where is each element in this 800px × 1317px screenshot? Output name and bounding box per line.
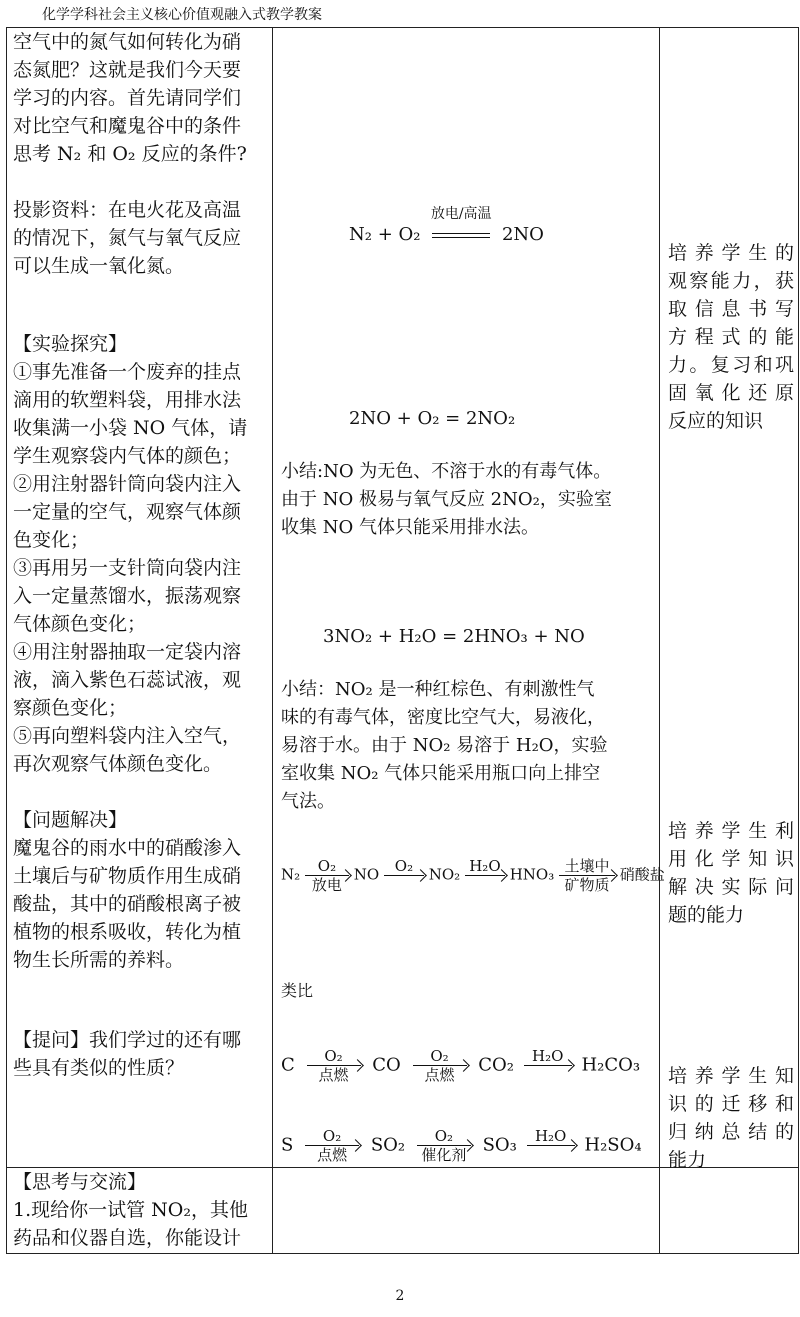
arrow: O₂: [384, 858, 424, 893]
page-header: 化学学科社会主义核心价值观融入式教学教案: [42, 7, 322, 23]
lesson-table: [6, 27, 799, 1254]
arrow: O₂ 点燃: [307, 1048, 361, 1083]
line: 收集满一小袋 NO 气体，请: [13, 417, 248, 439]
line: 对比空气和魔鬼谷中的条件: [13, 115, 242, 137]
line: 学生观察袋内气体的颜色；: [13, 445, 242, 467]
activity-column-2: [7, 1168, 273, 1254]
line: 魔鬼谷的雨水中的硝酸渗入: [13, 837, 242, 859]
goal-transfer: 培养学生知 识的迁移和 归纳总结的 能力: [668, 1065, 794, 1171]
line: 酸盐，其中的硝酸根离子被: [13, 893, 242, 915]
line: 空气中的氮气如何转化为硝: [13, 31, 242, 53]
goal-observation: 培养学生的 观察能力，获 取信息书写 方程式的能 力。复习和巩 固氧化还原 反应的知识: [668, 242, 794, 432]
equals-sign: [432, 233, 490, 238]
section-title: 【思考与交流】: [13, 1171, 147, 1193]
goal-column: [660, 28, 799, 1171]
arrow: 土壤中 矿物质: [559, 858, 615, 893]
line: 液，滴入紫色石蕊试液，观: [13, 669, 242, 691]
activity-column: [7, 28, 273, 1168]
line: 一定量的空气，观察气体颜: [13, 501, 242, 523]
activity-text: [7, 28, 272, 1082]
line: 些具有类似的性质？: [13, 1057, 185, 1079]
line: ④用注射器抽取一定袋内溶: [13, 641, 242, 663]
line: 投影资料：在电火花及高温: [13, 199, 242, 221]
section-title: 【问题解决】: [13, 809, 128, 831]
line: 物生长所需的养料。: [13, 949, 185, 971]
analogy-label: 类比: [281, 981, 314, 1000]
line: 【提问】我们学过的还有哪: [13, 1029, 242, 1051]
line: 思考 N₂ 和 O₂ 反应的条件?: [13, 143, 247, 165]
section-title: 【实验探究】: [13, 333, 128, 355]
equation-no-o2: 2NO + O₂ = 2NO₂: [349, 408, 516, 429]
line: ③再用另一支针筒向袋内注: [13, 557, 242, 579]
line: 再次观察气体颜色变化。: [13, 753, 223, 775]
sulfur-chain: S O₂ 点燃 SO₂ O₂ 催化剂 SO₃ H₂O H₂SO₄: [281, 1127, 642, 1164]
line: 滴用的软塑料袋，用排水法: [13, 389, 242, 411]
line: 学习的内容。首先请同学们: [13, 87, 242, 109]
page-number: 2: [395, 1288, 405, 1304]
content-column-2: [273, 1168, 660, 1254]
line: ①事先准备一个废弃的挂点: [13, 361, 242, 383]
line: 色变化；: [13, 529, 90, 551]
line: 1.现给你一试管 NO₂，其他: [13, 1199, 248, 1221]
goal-problem-solving: 培养学生利 用化学知识 解决实际问 题的能力: [668, 820, 794, 926]
arrow: O₂ 放电: [305, 858, 349, 893]
line: ⑤再向塑料袋内注入空气，: [13, 725, 242, 747]
line: 药品和仪器自选，你能设计: [13, 1227, 242, 1249]
line: 入一定量蒸馏水，振荡观察: [13, 585, 242, 607]
arrow: O₂ 点燃: [413, 1048, 467, 1083]
arrow: O₂ 点燃: [305, 1128, 359, 1163]
line: 态氮肥？这就是我们今天要: [13, 59, 242, 81]
arrow: O₂ 催化剂: [417, 1128, 471, 1163]
carbon-chain: C O₂ 点燃 CO O₂ 点燃 CO₂ H₂O H₂CO₃: [281, 1047, 641, 1084]
summary-no: 小结:NO 为无色、不溶于水的有毒气体。 由于 NO 极易与氧气反应 2NO₂，实验室 收集 NO 气体只能采用排水法。: [281, 461, 612, 538]
line: 植物的根系吸收，转化为植: [13, 921, 242, 943]
line: 气体颜色变化；: [13, 613, 147, 635]
line: 可以生成一氧化氮。: [13, 255, 185, 277]
equation-n2-o2: N₂ + O₂ 放电/高温 2NO: [349, 224, 544, 246]
arrow: H₂O: [465, 858, 505, 893]
summary-no2: 小结：NO₂ 是一种红棕色、有刺激性气 味的有毒气体，密度比空气大，易液化， 易溶于水。由于 NO₂ 易溶于 H₂O，实验 室收集 NO₂ 气体只能采用瓶口向上排空 气法。: [281, 679, 608, 812]
reaction-condition: 放电/高温: [430, 205, 492, 222]
arrow: H₂O: [527, 1128, 575, 1163]
line: 土壤后与矿物质作用生成硝: [13, 865, 242, 887]
line: 的情况下，氮气与氧气反应: [13, 227, 242, 249]
equation-no2-h2o: 3NO₂ + H₂O = 2HNO₃ + NO: [323, 626, 585, 647]
goal-column-2: [660, 1168, 799, 1254]
arrow: H₂O: [524, 1048, 572, 1083]
line: ②用注射器针筒向袋内注入: [13, 473, 242, 495]
nitrogen-chain: N₂ O₂ 放电 NO O₂ NO₂ H₂O HNO₃ 土壤中 矿物质 硝酸盐: [281, 857, 665, 894]
content-column: [273, 28, 665, 1168]
line: 察颜色变化；: [13, 697, 128, 719]
